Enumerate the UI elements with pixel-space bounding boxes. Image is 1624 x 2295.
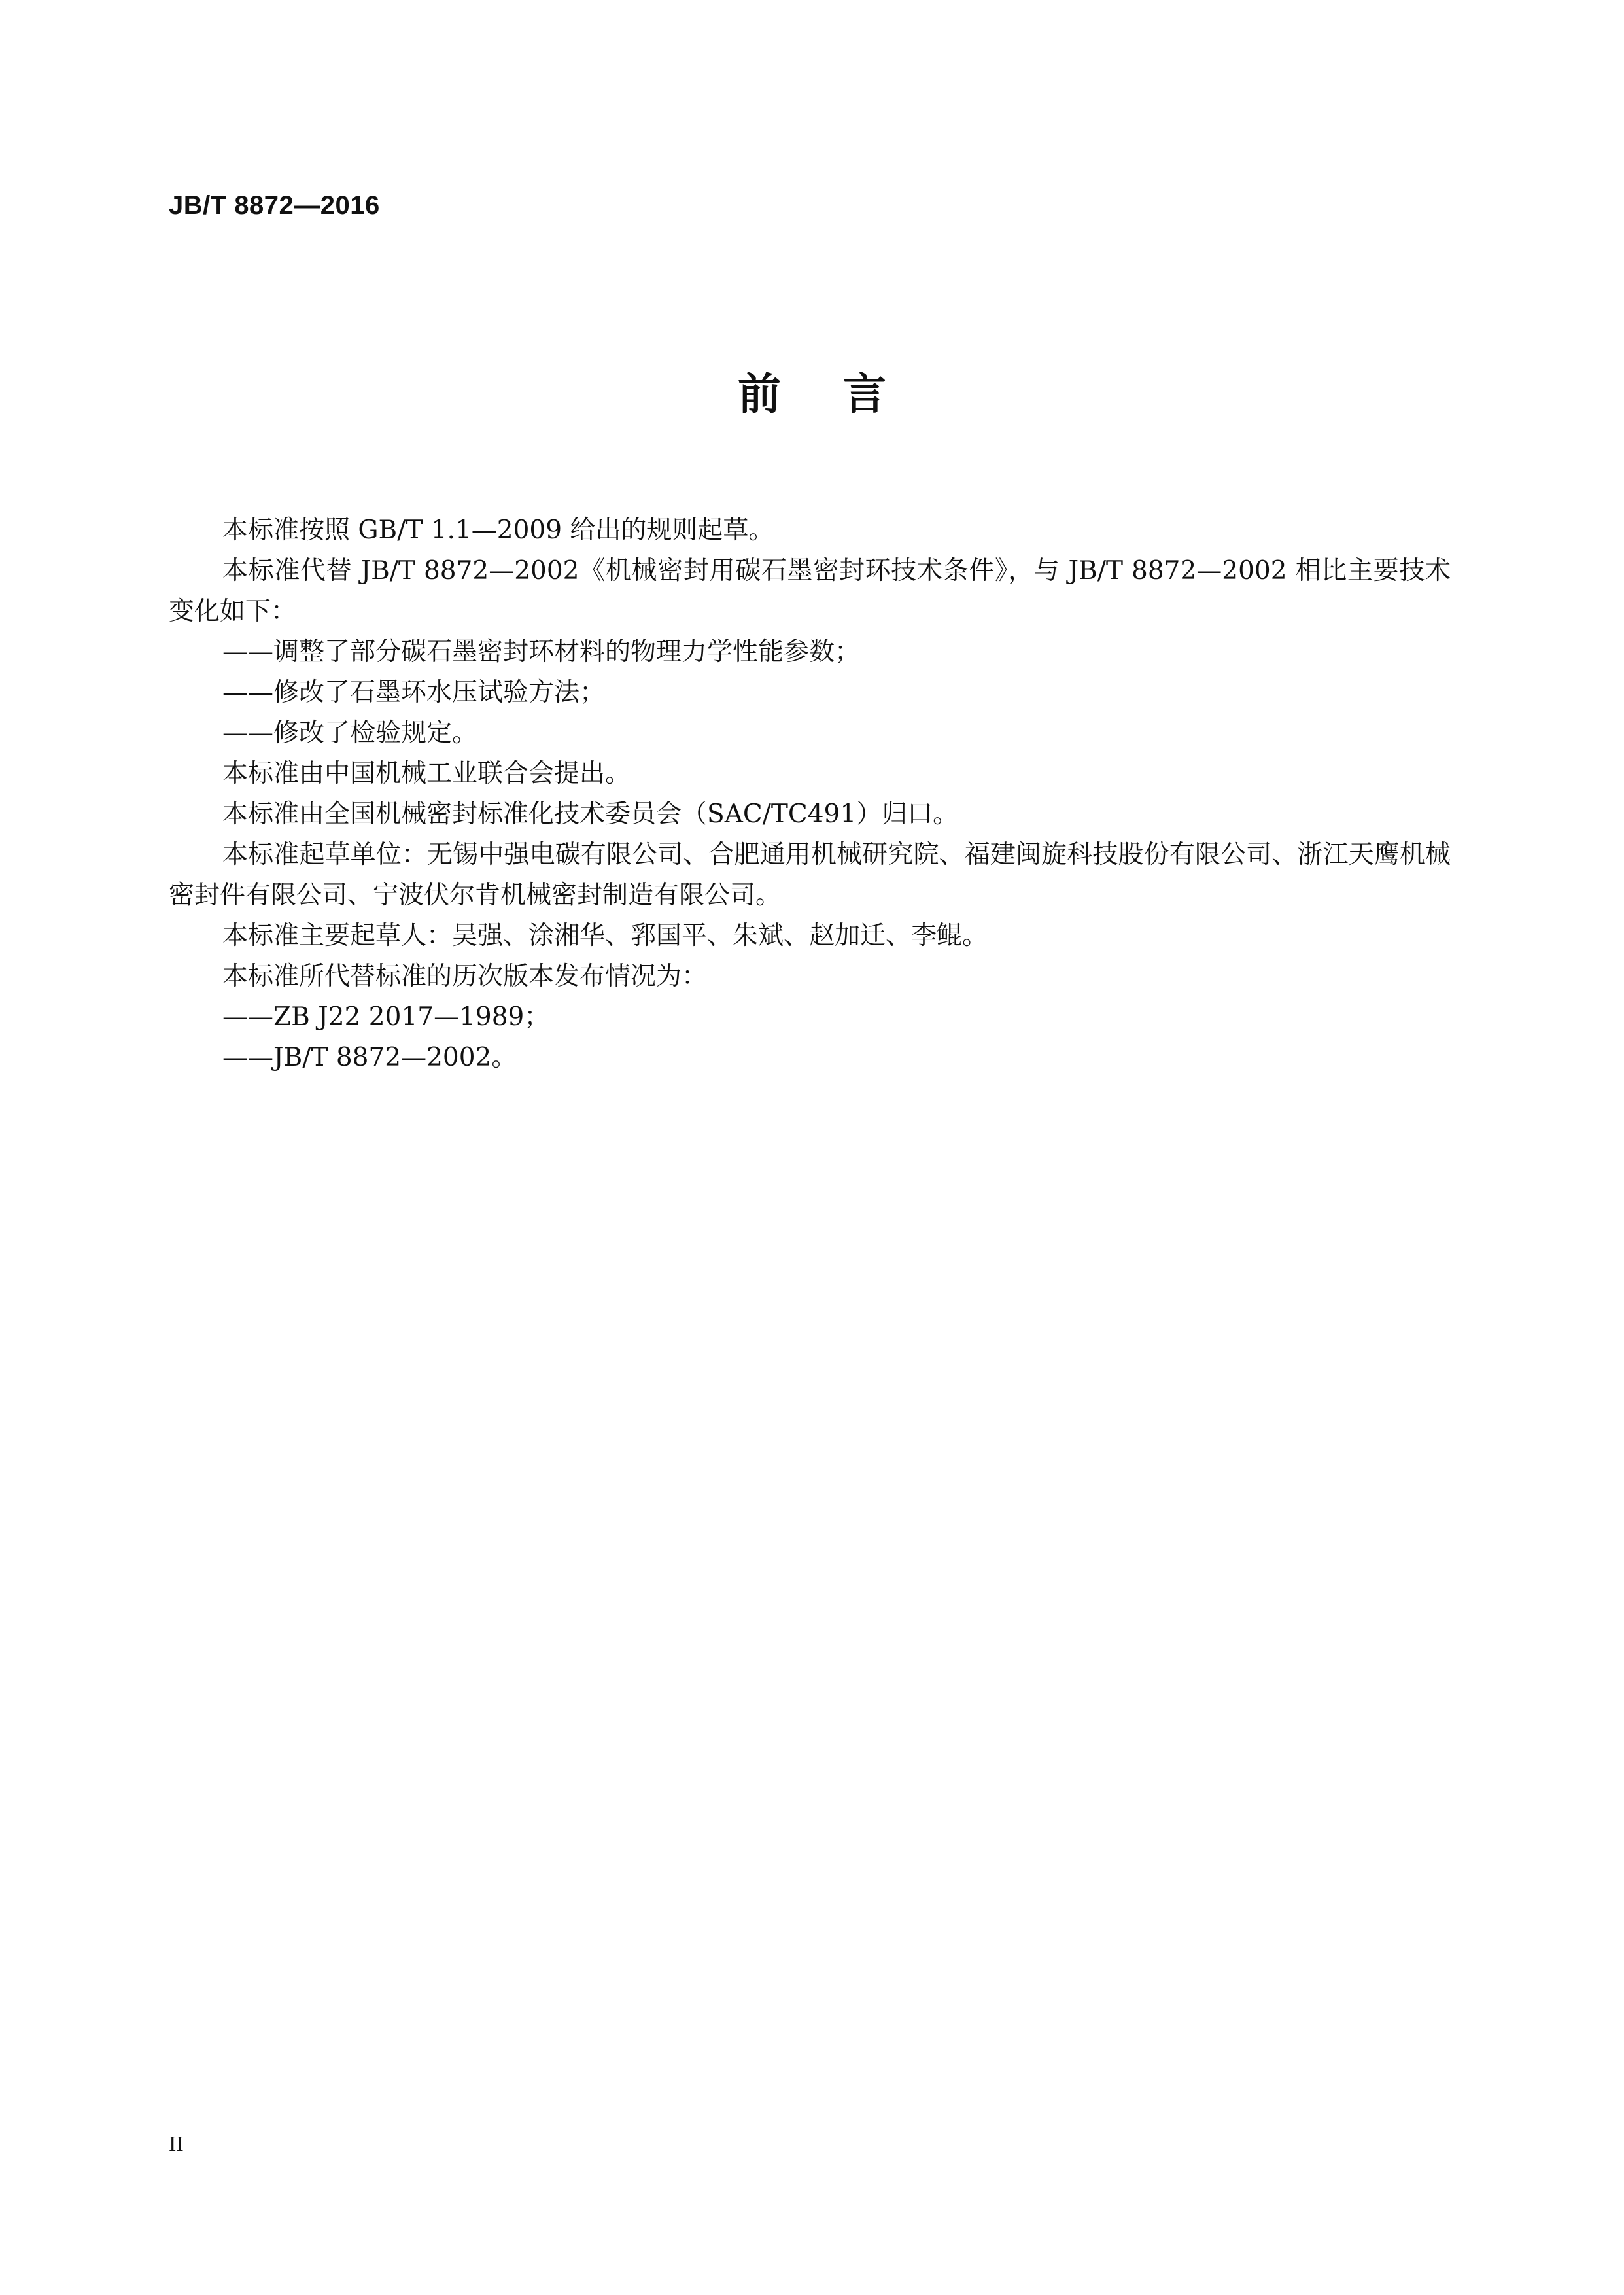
list-item-change-1: ——调整了部分碳石墨密封环材料的物理力学性能参数；	[222, 637, 861, 667]
paragraph-drafting-rules: 本标准按照 GB/T 1.1—2009 给出的规则起草。	[222, 516, 774, 545]
page-title: 前言	[738, 369, 948, 419]
paragraph-proposed-by: 本标准由中国机械工业联合会提出。	[222, 759, 631, 788]
foreword-body	[169, 510, 1451, 1078]
list-item-version-1: ——ZB J22 2017—1989；	[222, 1002, 550, 1032]
paragraph-replacement: 本标准代替 JB/T 8872—2002《机械密封用碳石墨密封环技术条件》，与 JB/T 8872—2002 相比主要技术变化如下：	[169, 556, 1451, 626]
paragraph-version-history: 本标准所代替标准的历次版本发布情况为：	[222, 962, 708, 991]
paragraph-technical-committee: 本标准由全国机械密封标准化技术委员会（SAC/TC491）归口。	[222, 799, 959, 829]
paragraph-drafters: 本标准主要起草人：吴强、涂湘华、郛国平、朱斌、赵加迁、李鲲。	[222, 921, 988, 951]
standard-code: JB/T 8872—2016	[169, 191, 380, 220]
list-item-version-2: ——JB/T 8872—2002。	[222, 1043, 517, 1072]
list-item-change-3: ——修改了检验规定。	[222, 718, 478, 748]
list-item-change-2: ——修改了石墨环水压试验方法；	[222, 678, 606, 707]
paragraph-drafting-units: 本标准起草单位：无锡中强电碳有限公司、合肥通用机械研究院、福建闽旋科技股份有限公司、浙江天鹰机械密封件有限公司、宁波伏尔肯机械密封制造有限公司。	[169, 840, 1451, 910]
page-number: II	[169, 2132, 184, 2156]
